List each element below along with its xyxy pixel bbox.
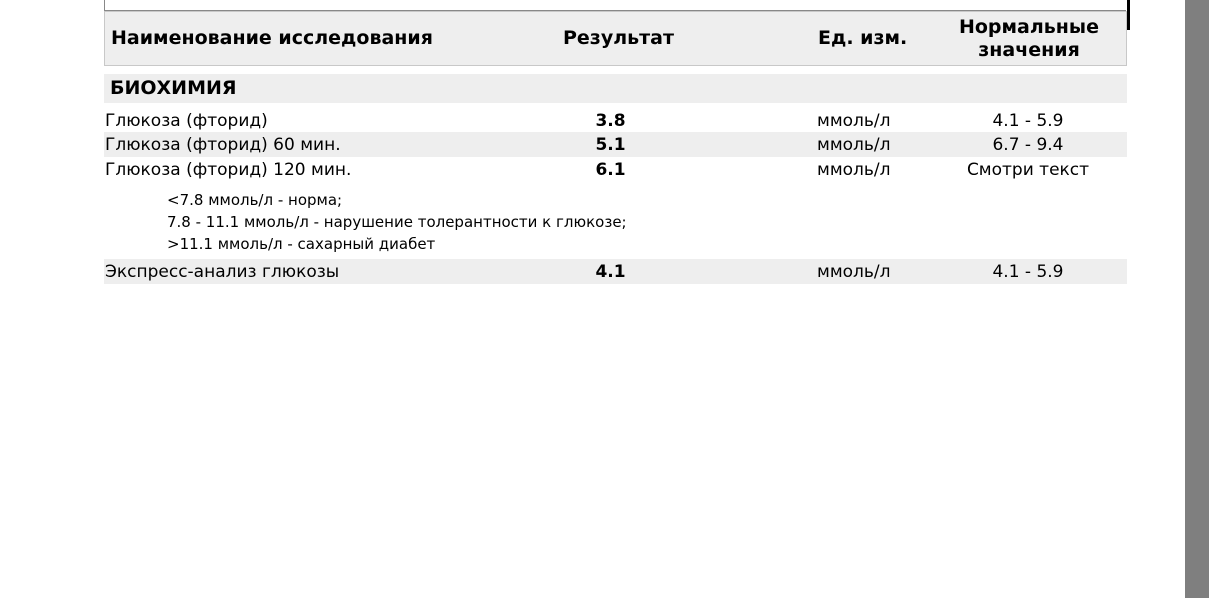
header-norm-line1: Нормальные [958, 16, 1100, 38]
test-result: 5.1 [595, 135, 626, 155]
test-unit: ммоль/л [817, 135, 891, 155]
header-unit: Ед. изм. [818, 27, 908, 49]
table-row [104, 157, 1127, 182]
test-result: 4.1 [595, 262, 626, 282]
note-line: <7.8 ммоль/л - норма; [167, 191, 343, 209]
test-norm: 6.7 - 9.4 [992, 135, 1064, 155]
header-norm [931, 16, 1127, 62]
test-name: Глюкоза (фторид) [105, 111, 268, 131]
table-header [104, 11, 1127, 66]
table-row [104, 132, 1127, 157]
test-norm: Смотри текст [966, 160, 1090, 180]
test-unit: ммоль/л [817, 262, 891, 282]
scrollbar[interactable] [1185, 0, 1209, 598]
test-name: Глюкоза (фторид) 60 мин. [105, 135, 341, 155]
test-result: 6.1 [595, 160, 626, 180]
test-norm: 4.1 - 5.9 [992, 111, 1064, 131]
previous-block-border [1127, 0, 1130, 30]
header-norm-line2: значения [978, 39, 1080, 61]
reference-note [167, 189, 627, 255]
previous-block-edge [104, 0, 1126, 11]
header-name: Наименование исследования [111, 27, 433, 49]
test-name: Глюкоза (фторид) 120 мин. [105, 160, 352, 180]
table-row [104, 108, 1127, 133]
section-title: БИОХИМИЯ [110, 77, 237, 99]
test-norm: 4.1 - 5.9 [992, 262, 1064, 282]
test-unit: ммоль/л [817, 160, 891, 180]
section-header [104, 74, 1127, 103]
test-name: Экспресс-анализ глюкозы [105, 262, 340, 282]
test-result: 3.8 [595, 111, 626, 131]
test-unit: ммоль/л [817, 111, 891, 131]
note-line: >11.1 ммоль/л - сахарный диабет [167, 235, 436, 253]
header-result: Результат [563, 27, 675, 49]
table-row [104, 259, 1127, 284]
note-line: 7.8 - 11.1 ммоль/л - нарушение толерантности к глюкозе; [167, 213, 627, 231]
